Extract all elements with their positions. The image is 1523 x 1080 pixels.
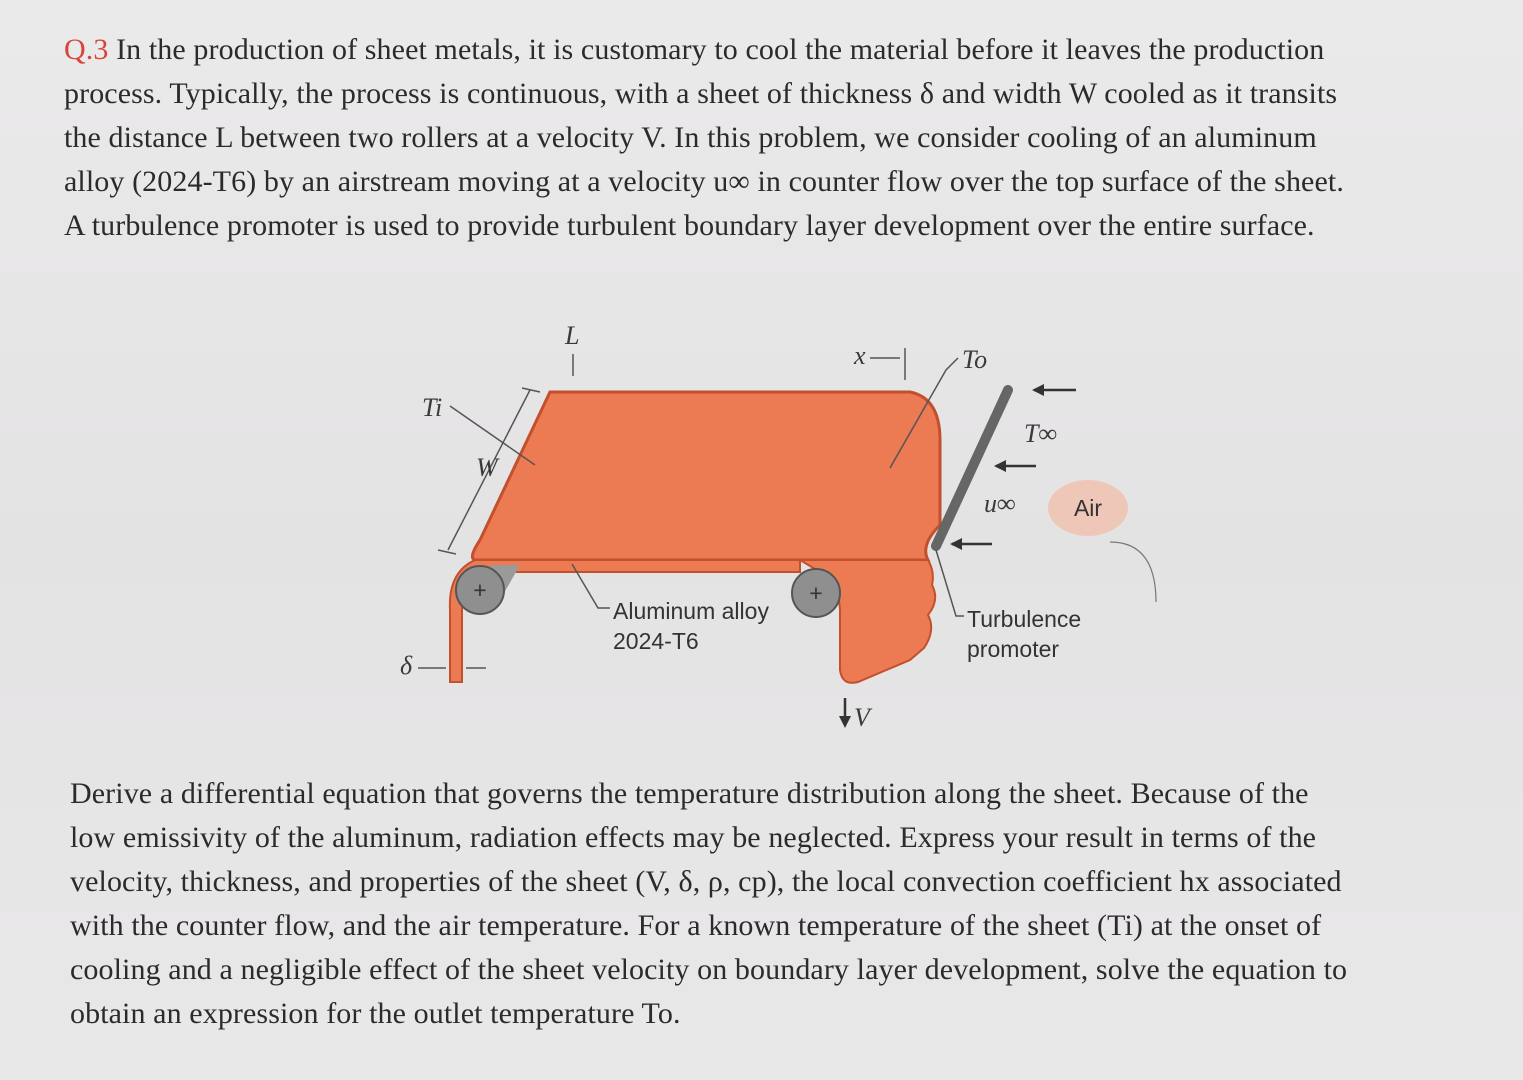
task-line-1: Derive a differential equation that governs the temperature distribution along the sheet. Because of the	[70, 777, 1309, 810]
question-intro	[64, 28, 1464, 248]
intro-line-3: the distance L between two rollers at a velocity V. In this problem, we consider cooling of an aluminum	[64, 121, 1317, 154]
label-alloy-line1: Aluminum alloy	[613, 598, 769, 624]
task-line-4: with the counter flow, and the air temperature. For a known temperature of the sheet (Ti) at the onset of	[70, 909, 1322, 942]
label-air: Air	[1073, 495, 1103, 521]
task-line-3: velocity, thickness, and properties of the sheet (V, δ, ρ, cp), the local convection coefficient hx associated	[70, 865, 1342, 898]
label-x: x	[854, 341, 866, 370]
intro-line-5: A turbulence promoter is used to provide turbulent boundary layer development over the entire surface.	[64, 209, 1315, 242]
label-V: V	[854, 703, 870, 732]
label-L: L	[565, 321, 580, 350]
label-u-inf: u∞	[984, 489, 1016, 518]
dimension-W-tick-bottom	[438, 550, 456, 554]
sheet-top-surface	[472, 392, 940, 560]
air-arrowhead-top	[1032, 384, 1044, 396]
air-arrowhead-mid	[994, 460, 1006, 472]
label-alloy-line2: 2024-T6	[613, 628, 699, 654]
air-arrowhead-bottom	[950, 538, 962, 550]
intro-line-2: process. Typically, the process is continuous, with a sheet of thickness δ and width W cooled as it transits	[64, 77, 1338, 110]
arrowhead-V	[839, 716, 851, 728]
dimension-W-tick-top	[522, 388, 540, 392]
task-line-5: cooling and a negligible effect of the sheet velocity on boundary layer development, solve the equation to	[70, 953, 1348, 986]
leader-promoter	[936, 550, 964, 616]
label-promoter-line2: promoter	[967, 636, 1060, 662]
label-Ti: Ti	[422, 393, 443, 422]
pen-scribble	[1110, 542, 1156, 602]
question-number: Q.3	[64, 33, 109, 66]
label-T-inf: T∞	[1024, 419, 1057, 448]
roller-right-plus: +	[809, 580, 823, 606]
intro-line-1: Q.3 In the production of sheet metals, it is customary to cool the material before it leaves the production	[64, 33, 1325, 66]
task-line-6: obtain an expression for the outlet temperature To.	[70, 997, 681, 1030]
label-To: To	[962, 345, 988, 374]
task-line-2: low emissivity of the aluminum, radiation effects may be neglected. Express your result in terms of the	[70, 821, 1317, 854]
sheet-cooling-figure	[380, 310, 1180, 750]
label-delta: δ	[400, 651, 413, 680]
roller-left-plus: +	[473, 577, 487, 603]
question-task	[70, 772, 1442, 1036]
intro-line-4: alloy (2024-T6) by an airstream moving at a velocity u∞ in counter flow over the top surface of the sheet.	[64, 165, 1344, 198]
label-W: W	[476, 453, 498, 482]
turbulence-promoter-bar	[936, 390, 1008, 546]
figure-svg	[380, 310, 1180, 750]
label-promoter-line1: Turbulence	[967, 606, 1082, 632]
